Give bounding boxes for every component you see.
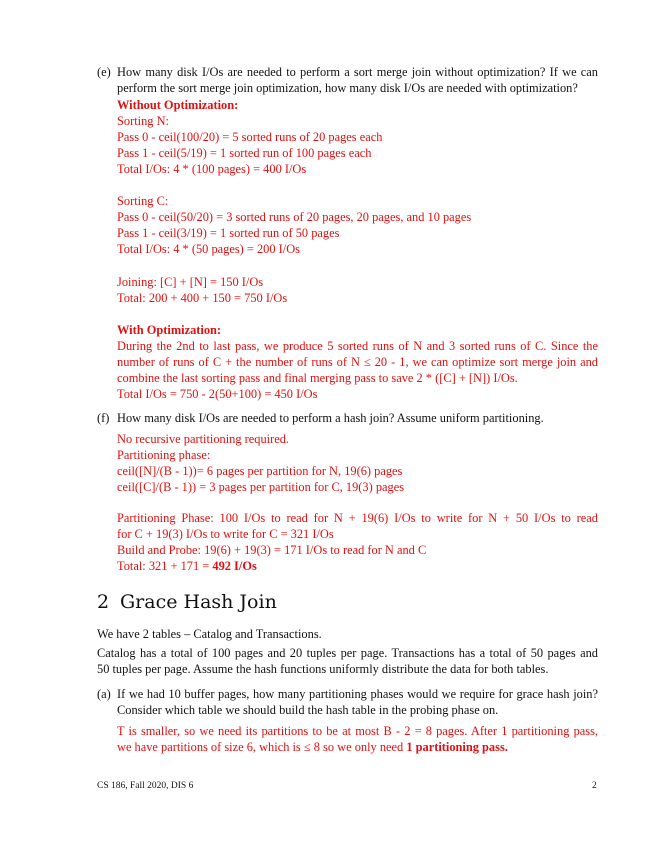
- intro-text: We have 2 tables – Catalog and Transactions.: [97, 627, 322, 641]
- question-a-label: (a): [97, 687, 111, 701]
- answer-line: Partitioning phase:: [117, 448, 211, 462]
- question-e-line-2: perform the sort merge join optimization, how many disk I/Os are needed with optimization?: [117, 81, 578, 95]
- question-f-text: How many disk I/Os are needed to perform a hash join? Assume uniform partitioning.: [117, 411, 544, 425]
- question-e-line-1: How many disk I/Os are needed to perform a sort merge join without optimization? If we can: [117, 65, 598, 79]
- answer-line: During the 2nd to last pass, we produce 5 sorted runs of N and 3 sorted runs of C. Since the: [117, 339, 598, 353]
- question-a-line-2: Consider which table we should build the hash table in the probing phase on.: [117, 703, 499, 717]
- answer-line: number of runs of C + the number of runs of N ≤ 20 - 1, we can optimize sort merge join and: [117, 355, 598, 369]
- question-f-label: (f): [97, 411, 110, 425]
- answer-emphasis: 1 partitioning pass.: [406, 740, 508, 754]
- section-number: 2: [97, 591, 110, 613]
- total-prefix: Total: 321 + 171 =: [117, 559, 213, 573]
- answer-line: Total: 200 + 400 + 150 = 750 I/Os: [117, 291, 288, 305]
- answer-line: Pass 1 - ceil(5/19) = 1 sorted run of 100 pages each: [117, 146, 372, 160]
- answer-line: Pass 1 - ceil(3/19) = 1 sorted run of 50 pages: [117, 226, 340, 240]
- answer-line: T is smaller, so we need its partitions to be at most B - 2 = 8 pages. After 1 partitioning pass,: [117, 724, 598, 738]
- answer-line: Total I/Os: 4 * (50 pages) = 200 I/Os: [117, 242, 301, 256]
- answer-line: Sorting N:: [117, 114, 169, 128]
- hash-join-total: [117, 558, 257, 574]
- answer-line: Partitioning Phase: 100 I/Os to read for N + 19(6) I/Os to write for N + 50 I/Os to read: [117, 511, 598, 525]
- answer-line: combine the last sorting pass and final merging pass to save 2 * ([C] + [N]) I/Os.: [117, 371, 518, 385]
- with-optimization-heading: With Optimization:: [117, 323, 222, 337]
- answer-prefix: we have partitions of size 6, which is ≤ 8 so we only need: [117, 740, 407, 754]
- answer-line: No recursive partitioning required.: [117, 432, 290, 446]
- answer-line: ceil([N]/(B - 1))= 6 pages per partition for N, 19(6) pages: [117, 464, 403, 478]
- footer-course: CS 186, Fall 2020, DIS 6: [97, 781, 194, 791]
- total-value: 492 I/Os: [212, 559, 257, 573]
- answer-line: Sorting C:: [117, 194, 169, 208]
- answer-line: Joining: [C] + [N] = 150 I/Os: [117, 275, 264, 289]
- answer-line: Total I/Os: 4 * (100 pages) = 400 I/Os: [117, 162, 307, 176]
- description-line-1: Catalog has a total of 100 pages and 20 tuples per page. Transactions has a total of 50 pages and: [97, 646, 598, 660]
- description-line-2: 50 tuples per page. Assume the hash functions uniformly distribute the data for both tables.: [97, 662, 549, 676]
- without-optimization-heading: Without Optimization:: [117, 98, 239, 112]
- question-a-line-1: If we had 10 buffer pages, how many partitioning phases would we require for grace hash join?: [117, 687, 598, 701]
- answer-line: Build and Probe: 19(6) + 19(3) = 171 I/Os to read for N and C: [117, 543, 427, 557]
- answer-line: Pass 0 - ceil(100/20) = 5 sorted runs of 20 pages each: [117, 130, 383, 144]
- answer-line: [117, 739, 508, 755]
- question-e-label: (e): [97, 65, 111, 79]
- page-number: 2: [592, 781, 597, 791]
- answer-line: Total I/Os = 750 - 2(50+100) = 450 I/Os: [117, 387, 318, 401]
- answer-line: ceil([C]/(B - 1)) = 3 pages per partition for C, 19(3) pages: [117, 480, 405, 494]
- answer-line: for C + 19(3) I/Os to write for C = 321 I/Os: [117, 527, 334, 541]
- answer-line: Pass 0 - ceil(50/20) = 3 sorted runs of 20 pages, 20 pages, and 10 pages: [117, 210, 472, 224]
- section-title: Grace Hash Join: [120, 591, 277, 613]
